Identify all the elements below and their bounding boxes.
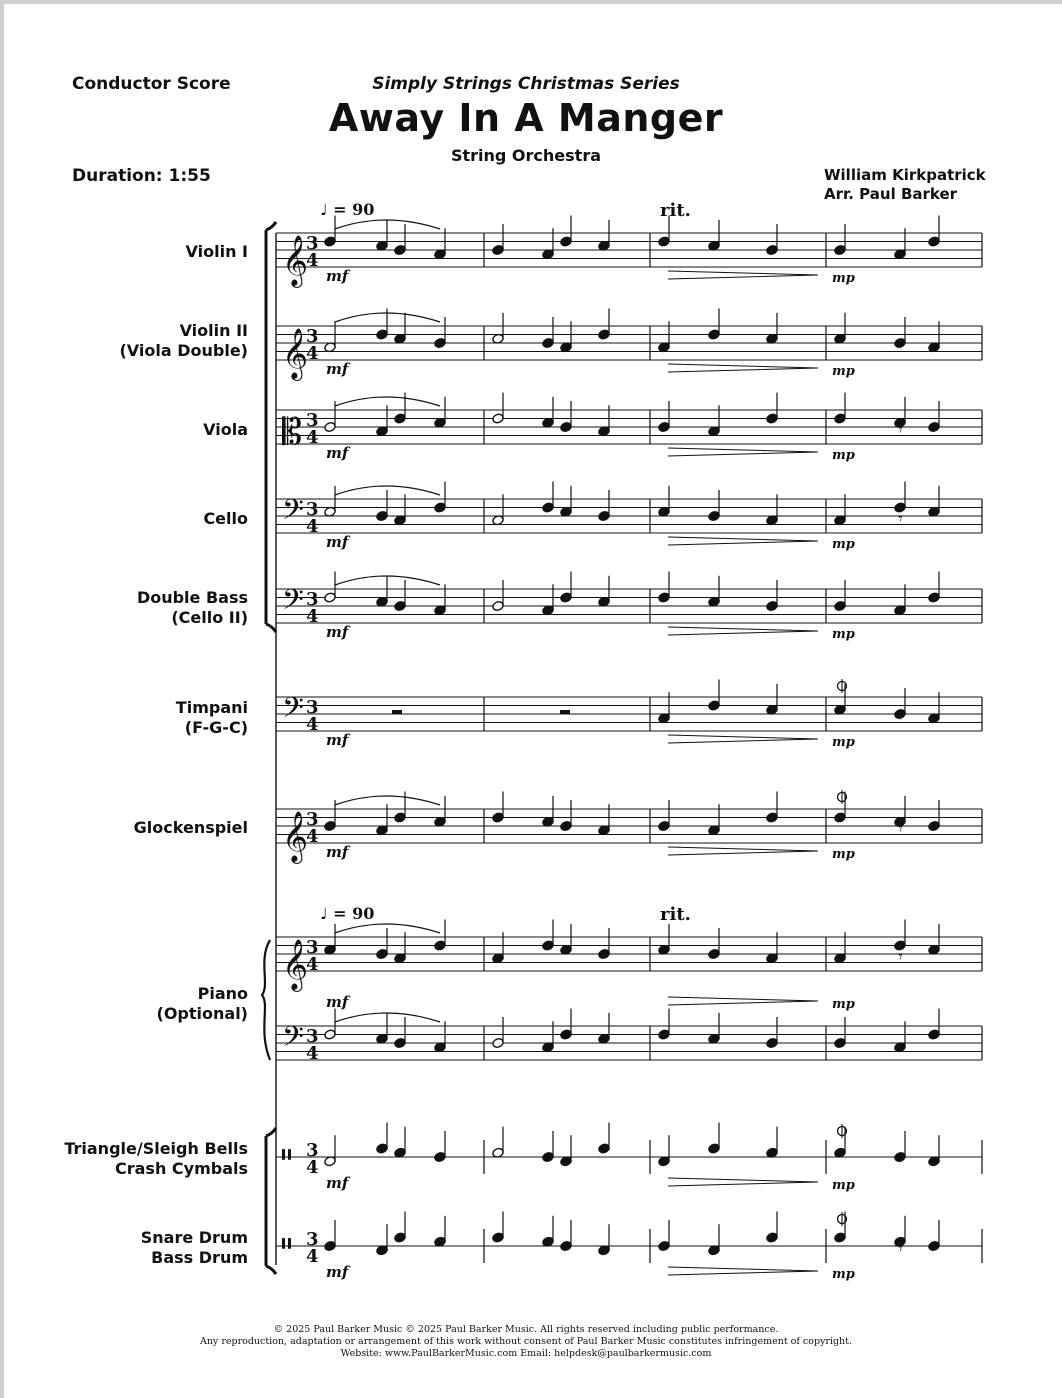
dynamic-mf: mf (326, 444, 349, 462)
time-sig-top: 3 (306, 233, 319, 254)
eighth-rest: 𝄾 (898, 598, 903, 620)
note-head (492, 600, 505, 611)
note-head (324, 820, 337, 831)
time-sig-bottom: 4 (306, 1157, 319, 1178)
note-head (708, 948, 721, 959)
dynamic-mf: mf (326, 623, 349, 641)
time-sig-top: 3 (306, 809, 319, 830)
decrescendo-hairpin (668, 364, 818, 372)
eighth-rest: 𝄾 (898, 1149, 903, 1171)
time-sig-top: 3 (306, 1229, 319, 1250)
dynamic-mf: mf (326, 843, 349, 861)
strings-bracket (266, 222, 276, 632)
time-sig-bottom: 4 (306, 1246, 319, 1267)
dynamic-mp: mp (832, 735, 855, 750)
time-sig-bottom: 4 (306, 427, 319, 448)
percussion-bracket (266, 1128, 276, 1274)
eighth-rest: 𝄾 (898, 508, 903, 530)
eighth-rest: 𝄾 (898, 419, 903, 441)
note-head (928, 1029, 941, 1040)
eighth-rest: 𝄾 (898, 1238, 903, 1260)
note-head (658, 592, 671, 603)
time-sig-top: 3 (306, 1140, 319, 1161)
note-head (766, 1232, 779, 1243)
decrescendo-hairpin (668, 627, 818, 635)
time-sig-top: 3 (306, 697, 319, 718)
copyright-line: © 2025 Paul Barker Music © 2025 Paul Barker Music. All rights reserved including public performance. (273, 1324, 779, 1335)
note-head (376, 1143, 389, 1154)
note-head (376, 510, 389, 521)
time-sig-bottom: 4 (306, 714, 319, 735)
note-head (766, 812, 779, 823)
time-sig-top: 3 (306, 410, 319, 431)
note-head (708, 700, 721, 711)
dynamic-mf: mf (326, 1174, 349, 1192)
note-head (658, 1240, 671, 1251)
dynamic-mp: mp (832, 627, 855, 642)
instrument-label-double-bass: Double Bass (Cello II) (136, 588, 248, 627)
note-head (434, 940, 447, 951)
contact-line: Website: www.PaulBarkerMusic.com Email: helpdesk@paulbarkermusic.com (340, 1348, 712, 1359)
note-head (766, 244, 779, 255)
clef-double-bass: 𝄢 (282, 583, 304, 624)
clef-violin-2: 𝄞 (282, 328, 309, 379)
note-head (434, 337, 447, 348)
tempo-marking-piano: ♩ = 90 (320, 904, 375, 923)
piece-title: Away In A Manger (328, 96, 724, 140)
decrescendo-hairpin (668, 271, 818, 279)
decrescendo-hairpin (668, 997, 818, 1005)
note-head (928, 592, 941, 603)
instrument-label-snare-drum: Snare Drum Bass Drum (140, 1228, 248, 1267)
note-head (708, 510, 721, 521)
note-head (324, 1029, 337, 1040)
note-head (560, 1240, 573, 1251)
note-head (434, 502, 447, 513)
dynamic-mp: mp (832, 364, 855, 379)
clef-piano-rh: 𝄞 (282, 939, 309, 990)
note-head (376, 948, 389, 959)
whole-rest (392, 710, 402, 714)
instrument-label-viola: Viola (203, 420, 248, 439)
time-sig-top: 3 (306, 499, 319, 520)
note-head (834, 1037, 847, 1048)
time-sig-bottom: 4 (306, 606, 319, 627)
eighth-rest: 𝄾 (898, 1035, 903, 1057)
clef-timpani: 𝄢 (282, 691, 304, 732)
note-head (376, 329, 389, 340)
clef-snare-drum: 𝄥 (282, 1227, 291, 1263)
note-head (492, 812, 505, 823)
dynamic-mf: mf (326, 731, 349, 749)
dynamic-mp: mp (832, 1267, 855, 1282)
clef-glockenspiel: 𝄞 (282, 811, 309, 862)
dynamic-mf: mf (326, 993, 349, 1011)
conductor-score-label: Conductor Score (72, 74, 231, 94)
clef-piano-lh: 𝄢 (282, 1020, 304, 1061)
note-head (492, 244, 505, 255)
dynamic-mp: mp (832, 847, 855, 862)
tempo-marking: ♩ = 90 (320, 200, 375, 219)
note-head (394, 1232, 407, 1243)
decrescendo-hairpin (668, 847, 818, 855)
note-head (394, 600, 407, 611)
eighth-rest: 𝄾 (898, 946, 903, 968)
note-head (834, 812, 847, 823)
note-head (658, 1029, 671, 1040)
note-head (492, 413, 505, 424)
whole-rest (560, 710, 570, 714)
dynamic-mf: mf (326, 1263, 349, 1281)
time-sig-bottom: 4 (306, 1043, 319, 1064)
time-sig-bottom: 4 (306, 343, 319, 364)
clef-triangle: 𝄥 (282, 1138, 291, 1174)
note-head (492, 1037, 505, 1048)
decrescendo-hairpin (668, 735, 818, 743)
note-head (434, 1151, 447, 1162)
note-head (542, 502, 555, 513)
instrument-label-triangle: Triangle/Sleigh Bells Crash Cymbals (64, 1139, 248, 1178)
duration-label: Duration: 1:55 (72, 166, 211, 186)
dynamic-mf: mf (326, 360, 349, 378)
decrescendo-hairpin (668, 537, 818, 545)
note-head (542, 337, 555, 348)
instrument-label-piano: Piano (Optional) (156, 984, 248, 1023)
time-sig-top: 3 (306, 937, 319, 958)
note-head (394, 413, 407, 424)
clef-viola: 𝄡 (282, 412, 303, 453)
eighth-rest: 𝄾 (898, 706, 903, 728)
note-head (598, 948, 611, 959)
time-sig-bottom: 4 (306, 826, 319, 847)
composer-credit: William Kirkpatrick (824, 166, 986, 184)
slur (335, 397, 440, 406)
copyright-notice: Any reproduction, adaptation or arrangement of this work without consent of Paul Barker Music constitutes infringement of copyright. (199, 1336, 853, 1347)
note-head (560, 592, 573, 603)
note-head (560, 1029, 573, 1040)
note-head (766, 1037, 779, 1048)
note-head (928, 236, 941, 247)
note-head (560, 820, 573, 831)
note-head (834, 600, 847, 611)
dynamic-mf: mf (326, 267, 349, 285)
time-sig-bottom: 4 (306, 954, 319, 975)
instrument-label-violin-1: Violin I (185, 242, 248, 261)
note-head (598, 329, 611, 340)
piano-brace (262, 940, 270, 1060)
series-title: Simply Strings Christmas Series (372, 74, 680, 94)
note-head (928, 1240, 941, 1251)
time-sig-top: 3 (306, 326, 319, 347)
note-head (492, 1232, 505, 1243)
eighth-rest: 𝄾 (898, 242, 903, 264)
note-head (542, 1151, 555, 1162)
note-head (834, 413, 847, 424)
note-head (394, 812, 407, 823)
note-head (658, 236, 671, 247)
ensemble-subtitle: String Orchestra (450, 146, 602, 165)
decrescendo-hairpin (668, 1267, 818, 1275)
decrescendo-hairpin (668, 448, 818, 456)
eighth-rest: 𝄾 (898, 818, 903, 840)
note-head (324, 236, 337, 247)
note-head (394, 1037, 407, 1048)
note-head (394, 244, 407, 255)
slur (335, 796, 440, 805)
eighth-rest: 𝄾 (898, 335, 903, 357)
dynamic-mp: mp (832, 537, 855, 552)
instrument-label-violin-2: Violin II (Viola Double) (119, 321, 248, 360)
note-head (658, 820, 671, 831)
arranger-credit: Arr. Paul Barker (824, 185, 958, 203)
note-head (928, 820, 941, 831)
note-head (598, 1143, 611, 1154)
time-sig-top: 3 (306, 1026, 319, 1047)
clef-violin-1: 𝄞 (282, 235, 309, 286)
instrument-label-timpani: Timpani (F-G-C) (175, 698, 248, 737)
dynamic-mp: mp (832, 448, 855, 463)
instrument-label-cello: Cello (203, 509, 248, 528)
note-head (560, 421, 573, 432)
dynamic-mp: mp (832, 997, 855, 1012)
note-head (560, 236, 573, 247)
note-head (766, 413, 779, 424)
note-head (928, 421, 941, 432)
note-head (324, 592, 337, 603)
note-head (658, 421, 671, 432)
note-head (834, 244, 847, 255)
dynamic-mp: mp (832, 1178, 855, 1193)
dynamic-mf: mf (326, 533, 349, 551)
time-sig-top: 3 (306, 589, 319, 610)
note-head (708, 329, 721, 340)
note-head (324, 421, 337, 432)
clef-cello: 𝄢 (282, 493, 304, 534)
ritardando-marking-piano: rit. (660, 904, 691, 925)
note-head (324, 1240, 337, 1251)
note-head (598, 510, 611, 521)
dynamic-mp: mp (832, 271, 855, 286)
instrument-label-glockenspiel: Glockenspiel (133, 818, 248, 837)
note-head (542, 940, 555, 951)
note-head (708, 1143, 721, 1154)
ritardando-marking: rit. (660, 200, 691, 221)
note-head (834, 1232, 847, 1243)
time-sig-bottom: 4 (306, 250, 319, 271)
note-head (766, 600, 779, 611)
decrescendo-hairpin (668, 1178, 818, 1186)
time-sig-bottom: 4 (306, 516, 319, 537)
